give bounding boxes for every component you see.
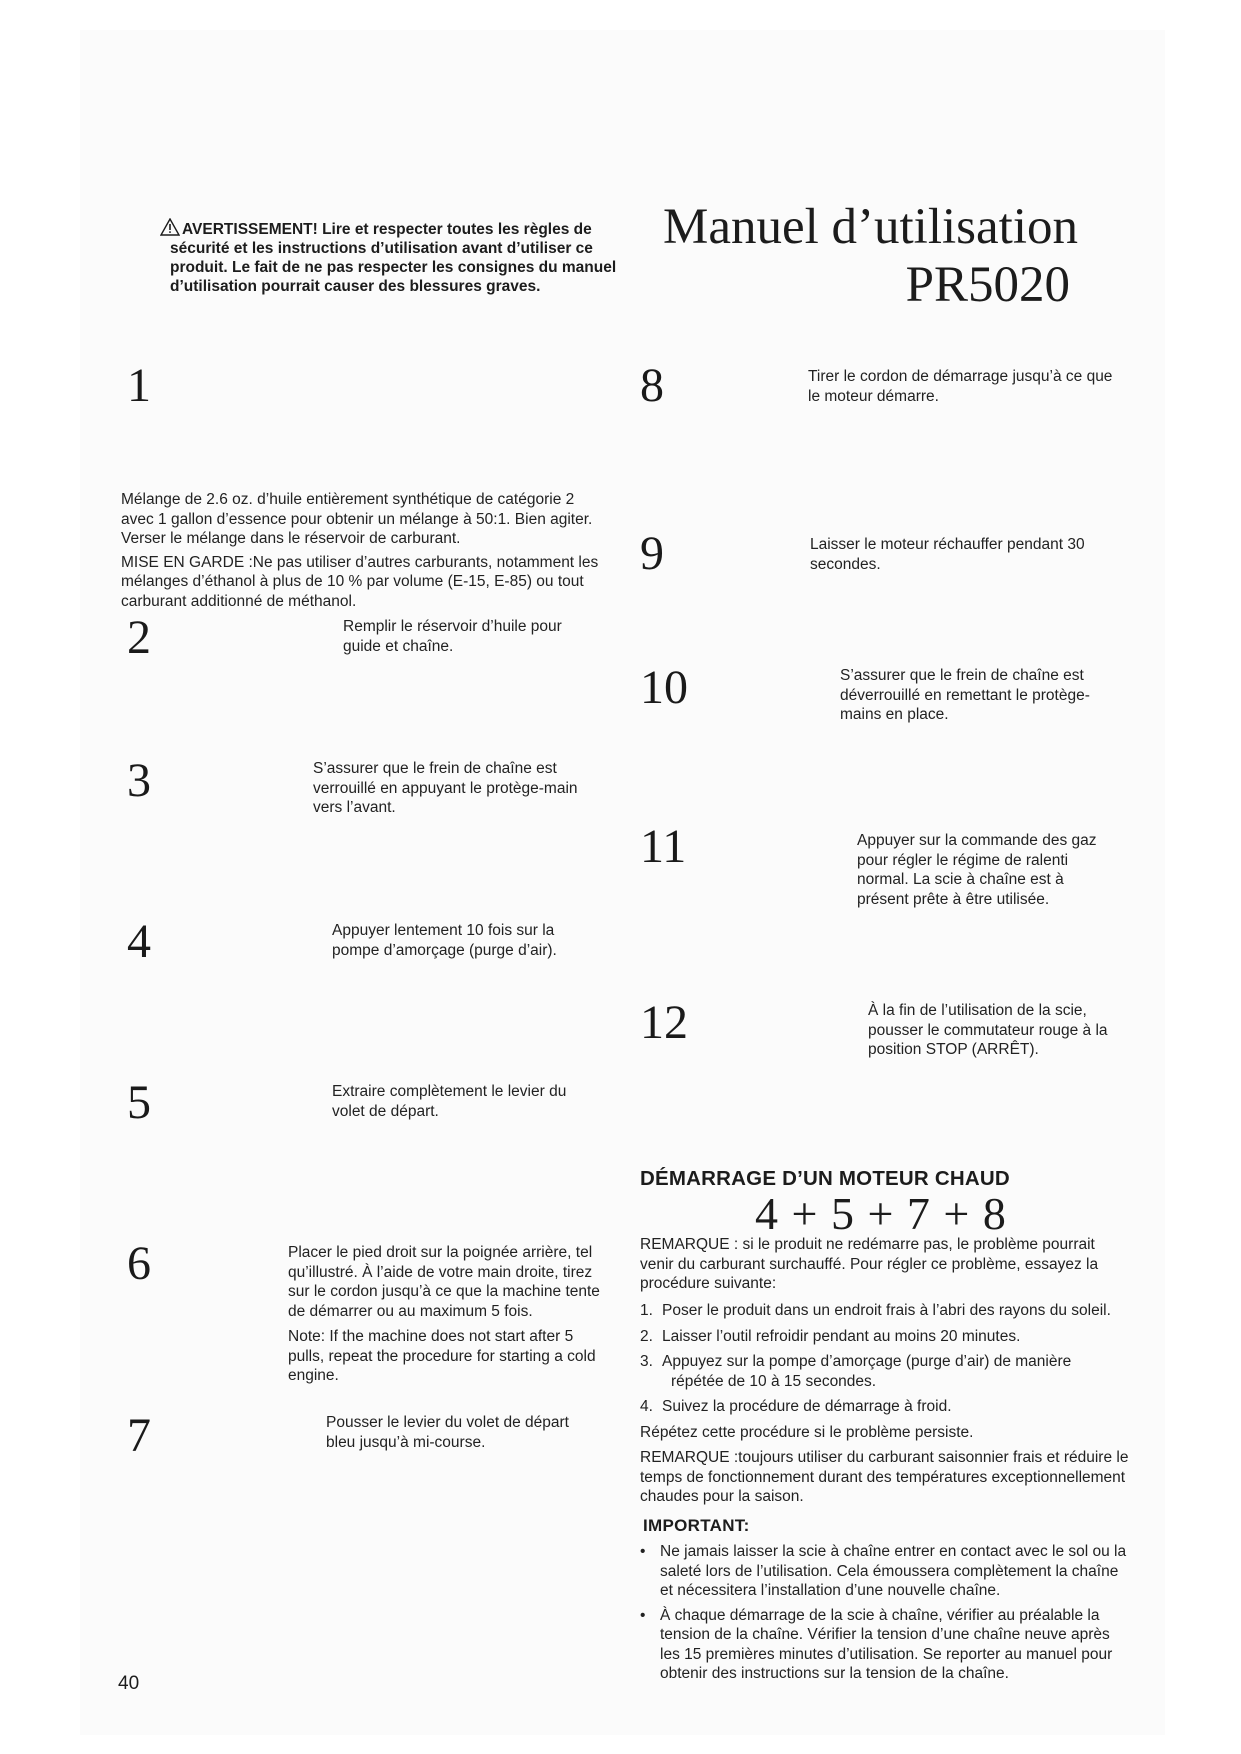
bullet-icon: • <box>640 1543 646 1560</box>
text-line: mélanges d’éthanol à plus de 10 % par volume (E-15, E-85) ou tout <box>121 573 584 590</box>
text-line: REMARQUE :toujours utiliser du carburant saisonnier frais et réduire le <box>640 1449 1129 1466</box>
text-line: À chaque démarrage de la scie à chaîne, vérifier au préalable la <box>660 1606 1100 1624</box>
text-line: vers l’avant. <box>313 799 396 816</box>
text-line: S’assurer que le frein de chaîne est <box>313 760 557 777</box>
step-number: 11 <box>640 820 687 873</box>
hot-start-procedure-list <box>640 1301 1140 1507</box>
text-line: qu’illustré. À l’aide de votre main droite, tirez <box>288 1263 593 1281</box>
text-line: Note: If the machine does not start after 5 <box>288 1328 574 1345</box>
text-line: pompe d’amorçage (purge d’air). <box>332 941 557 959</box>
text-line: saleté lors de l’utilisation. Cela émoussera complètement la chaîne <box>660 1562 1119 1580</box>
text-line: venir du carburant surchauffé. Pour régler ce problème, essayez la <box>640 1255 1099 1273</box>
text-line: Verser le mélange dans le réservoir de carburant. <box>121 530 461 547</box>
text-line: Suivez la procédure de démarrage à froid. <box>662 1398 952 1415</box>
text-line: et nécessitera l’installation d’une nouvelle chaîne. <box>660 1582 1001 1599</box>
text-line: normal. La scie à chaîne est à <box>857 871 1064 888</box>
text-line: pousser le commutateur rouge à la <box>868 1021 1108 1039</box>
text-line: de démarrer ou au maximum 5 fois. <box>288 1302 533 1320</box>
text-line: Laisser le moteur réchauffer pendant 30 <box>810 536 1085 553</box>
text-line: Placer le pied droit sur la poignée arrière, tel <box>288 1244 593 1261</box>
text-line: procédure suivante: <box>640 1275 777 1292</box>
step-number: 12 <box>640 996 688 1049</box>
text-line: verrouillé en appuyant le protège-main <box>313 779 578 797</box>
step-text <box>808 367 1138 406</box>
page-number: 40 <box>118 1673 140 1694</box>
step-text <box>810 535 1130 574</box>
text-line: déverrouillé en remettant le protège- <box>840 686 1090 704</box>
warning-line: sécurité et les instructions d’utilisation avant d’utiliser ce <box>170 240 593 257</box>
text-line: sur le cordon jusqu’à ce que la machine tente <box>288 1283 600 1300</box>
text-line: Appuyer lentement 10 fois sur la <box>332 922 555 939</box>
step-text <box>332 921 612 960</box>
text-line: Extraire complètement le levier du <box>332 1083 567 1100</box>
step-number: 8 <box>640 359 664 412</box>
warning-line: AVERTISSEMENT! Lire et respecter toutes les règles de <box>182 221 592 238</box>
step-text <box>868 1001 1138 1060</box>
text-line: volet de départ. <box>332 1102 439 1120</box>
step-text <box>313 759 613 818</box>
important-heading: IMPORTANT: <box>643 1516 750 1535</box>
step-number: 1 <box>127 359 151 412</box>
warning-line: produit. Le fait de ne pas respecter les consignes du manuel <box>170 259 617 276</box>
step-number: 2 <box>127 611 151 664</box>
safety-warning <box>160 218 640 296</box>
text-line: tension de la chaîne. Vérifier la tension d’une chaîne neuve après <box>660 1626 1110 1643</box>
title-line-1: Manuel d’utilisation <box>662 199 1078 255</box>
text-line: présent prête à être utilisée. <box>857 890 1050 908</box>
list-item <box>640 1352 1140 1391</box>
step-number: 7 <box>127 1409 151 1462</box>
fuel-mix-instructions <box>121 490 641 611</box>
list-item <box>640 1301 1140 1321</box>
step-number: 6 <box>127 1237 151 1290</box>
step-text <box>288 1243 618 1386</box>
step-number: 3 <box>127 754 151 807</box>
warning-triangle-icon <box>160 218 180 236</box>
step-number: 9 <box>640 527 664 580</box>
text-line: Mélange de 2.6 oz. d’huile entièrement synthétique de catégorie 2 <box>121 491 575 508</box>
text-line: les 15 premières minutes d’utilisation. Se reporter au manuel pour <box>660 1645 1113 1663</box>
bullet-icon: • <box>640 1606 646 1624</box>
step-number: 10 <box>640 661 688 714</box>
step-number: 4 <box>127 915 151 968</box>
list-item <box>640 1327 1140 1347</box>
text-line: S’assurer que le frein de chaîne est <box>840 667 1084 684</box>
text-line: bleu jusqu’à mi-course. <box>326 1433 486 1451</box>
list-number: 1. <box>640 1302 653 1319</box>
step-text <box>326 1413 616 1452</box>
text-line: Pousser le levier du volet de départ <box>326 1414 569 1431</box>
bullet-item <box>639 1606 1149 1684</box>
step-number: 5 <box>127 1076 151 1129</box>
text-line: Poser le produit dans un endroit frais à l’abri des rayons du soleil. <box>662 1302 1111 1319</box>
hot-start-formula: 4 + 5 + 7 + 8 <box>755 1188 1006 1239</box>
step-text <box>332 1082 612 1121</box>
step-text <box>857 831 1137 909</box>
text-line: Ne jamais laisser la scie à chaîne entrer en contact avec le sol ou la <box>660 1543 1127 1560</box>
hot-start-heading: DÉMARRAGE D’UN MOTEUR CHAUD <box>640 1167 1010 1190</box>
text-line: le moteur démarre. <box>808 387 939 405</box>
manual-title <box>600 198 1100 314</box>
text-line: MISE EN GARDE :Ne pas utiliser d’autres carburants, notamment les <box>121 553 599 571</box>
important-bullets <box>639 1542 1149 1684</box>
text-line: chaudes pour la saison. <box>640 1488 804 1505</box>
list-item <box>640 1397 1140 1417</box>
text-line: Laisser l’outil refroidir pendant au moins 20 minutes. <box>662 1327 1021 1345</box>
warning-line: d’utilisation pourrait causer des blessures graves. <box>170 278 541 295</box>
text-line: guide et chaîne. <box>343 637 454 655</box>
bullet-item <box>639 1542 1149 1601</box>
list-number: 4. <box>640 1398 653 1415</box>
text-line: Remplir le réservoir d’huile pour <box>343 618 562 635</box>
hot-start-remark <box>640 1235 1140 1294</box>
text-line: avec 1 gallon d’essence pour obtenir un mélange à 50:1. Bien agiter. <box>121 510 593 528</box>
text-line: Tirer le cordon de démarrage jusqu’à ce que <box>808 368 1113 385</box>
model-number: PR5020 <box>905 257 1070 313</box>
text-line: pulls, repeat the procedure for starting a cold <box>288 1347 596 1365</box>
text-line: temps de fonctionnement durant des températures exceptionnellement <box>640 1468 1126 1486</box>
text-line: REMARQUE : si le produit ne redémarre pas, le problème pourrait <box>640 1236 1095 1253</box>
text-line: mains en place. <box>840 706 949 723</box>
text-line: obtenir des instructions sur la tension de la chaîne. <box>660 1665 1009 1682</box>
step-text <box>840 666 1140 725</box>
text-line: carburant additionné de méthanol. <box>121 592 357 610</box>
text-line: position STOP (ARRÊT). <box>868 1041 1039 1058</box>
text-line: pour régler le régime de ralenti <box>857 851 1069 869</box>
text-line: À la fin de l’utilisation de la scie, <box>868 1002 1087 1019</box>
text-line: engine. <box>288 1367 339 1384</box>
text-line: répétée de 10 à 15 secondes. <box>671 1372 877 1390</box>
list-number: 3. <box>640 1353 653 1370</box>
list-number: 2. <box>640 1327 653 1345</box>
step-text <box>343 617 603 656</box>
text-line: Répétez cette procédure si le problème persiste. <box>640 1423 974 1441</box>
text-line: Appuyez sur la pompe d’amorçage (purge d’air) de manière <box>662 1353 1072 1370</box>
text-line: Appuyer sur la commande des gaz <box>857 832 1097 849</box>
text-line: secondes. <box>810 555 881 573</box>
